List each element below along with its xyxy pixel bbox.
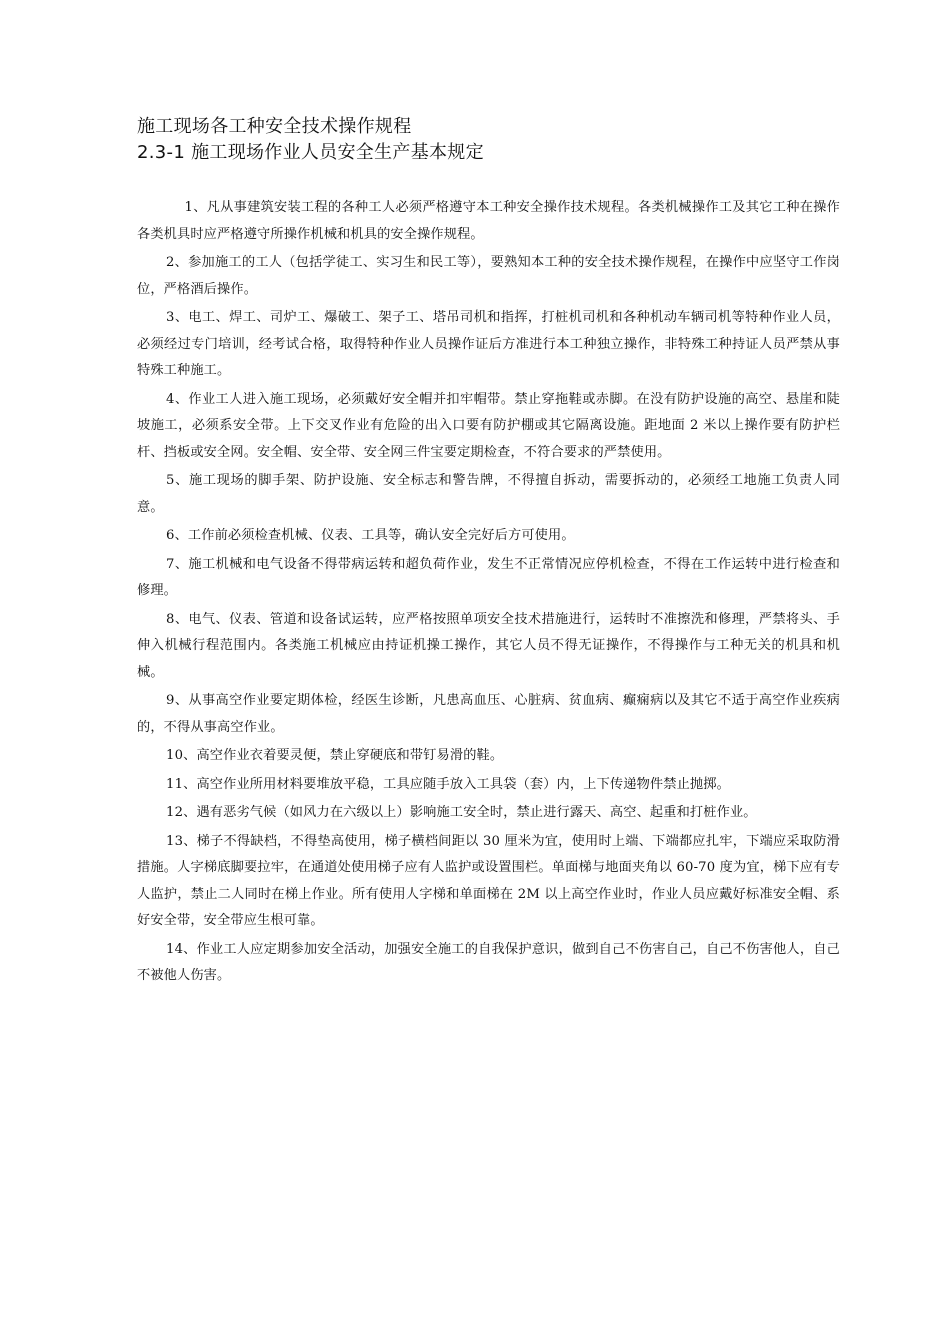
paragraph-8: 8、电气、仪表、管道和设备试运转，应严格按照单项安全技术措施进行，运转时不准擦洗和修理，严禁将头、手伸入机械行程范围内。各类施工机械应由持证机操工操作，其它人员不得无证操作，不得操作与工种无关的机具和机械。	[137, 611, 840, 680]
paragraph-12: 12、遇有恶劣气候（如风力在六级以上）影响施工安全时，禁止进行露天、高空、起重和打桩作业。	[166, 805, 757, 820]
paragraph-2: 2、参加施工的工人（包括学徒工、实习生和民工等），要熟知本工种的安全技术操作规程，在操作中应坚守工作岗位，严格酒后操作。	[137, 255, 840, 297]
paragraph-5: 5、施工现场的脚手架、防护设施、安全标志和警告牌，不得擅自拆动，需要拆动的，必须经工地施工负责人同意。	[137, 473, 840, 515]
paragraph-13: 13、梯子不得缺档，不得垫高使用，梯子横档间距以 30 厘米为宜，使用时上端、下端都应扎牢，下端应采取防滑措施。人字梯底脚要拉牢，在通道处使用梯子应有人监护或设置围栏。单面梯与地面夹角以 60-70 度为宜，梯下应有专人监护，禁止二人同时在梯上作业。所有使用人字梯和单面梯在 2M 以上高空作业时，作业人员应戴好标准安全帽、系好安全带，安全带应生根可靠。	[137, 833, 840, 928]
paragraph-3: 3、电工、焊工、司炉工、爆破工、架子工、塔吊司机和指挥，打桩机司机和各种机动车辆司机等特种作业人员，必须经过专门培训，经考试合格，取得特种作业人员操作证后方准进行本工种独立操作，非特殊工种持证人员严禁从事特殊工种施工。	[137, 310, 840, 378]
paragraph-10: 10、高空作业衣着要灵便，禁止穿硬底和带钉易滑的鞋。	[166, 748, 504, 763]
paragraph-4: 4、作业工人进入施工现场，必须戴好安全帽并扣牢帽带。禁止穿拖鞋或赤脚。在没有防护设施的高空、悬崖和陡坡施工，必须系安全带。上下交叉作业有危险的出入口要有防护棚或其它隔离设施。距地面 2 米以上操作要有防护栏杆、挡板或安全网。安全帽、安全带、安全网三件宝要定期检查，不符合要求的严禁使用。	[137, 391, 840, 460]
section-subtitle: 2.3-1 施工现场作业人员安全生产基本规定	[137, 142, 484, 163]
heading-block	[137, 114, 837, 166]
paragraph-11: 11、高空作业所用材料要堆放平稳，工具应随手放入工具袋（套）内，上下传递物件禁止抛掷。	[166, 776, 730, 792]
paragraph-1: 1、凡从事建筑安装工程的各种工人必须严格遵守本工种安全操作技术规程。各类机械操作工及其它工种在操作各类机具时应严格遵守所操作机械和机具的安全操作规程。	[137, 200, 840, 242]
document-title: 施工现场各工种安全技术操作规程	[137, 116, 412, 137]
paragraph-6: 6、工作前必须检查机械、仪表、工具等，确认安全完好后方可使用。	[166, 528, 575, 543]
paragraph-7: 7、施工机械和电气设备不得带病运转和超负荷作业，发生不正常情况应停机检查，不得在工作运转中进行检查和修理。	[137, 556, 840, 598]
paragraph-9: 9、从事高空作业要定期体检，经医生诊断，凡患高血压、心脏病、贫血病、癫痫病以及其它不适于高空作业疾病的，不得从事高空作业。	[137, 693, 840, 735]
document-body	[137, 195, 840, 992]
paragraph-14: 14、作业工人应定期参加安全活动，加强安全施工的自我保护意识，做到自己不伤害自己，自己不伤害他人，自己不被他人伤害。	[137, 941, 840, 983]
